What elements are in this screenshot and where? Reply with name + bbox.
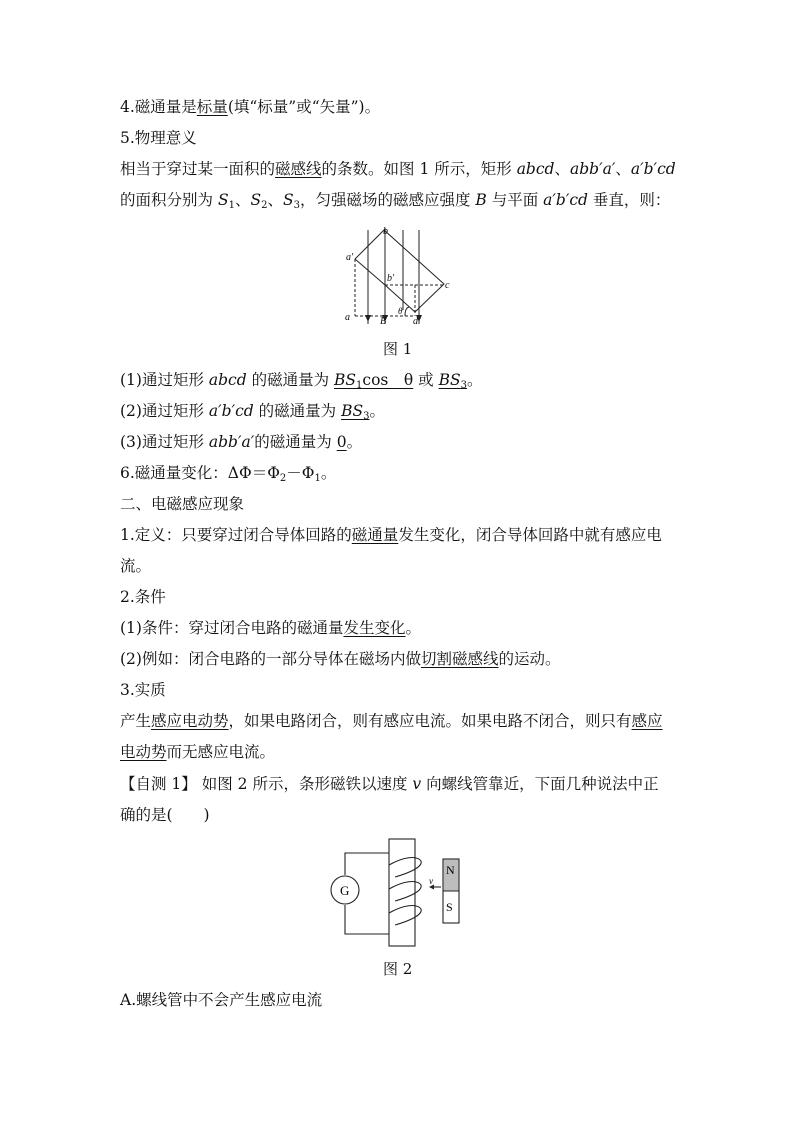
sep: 、 <box>615 160 631 178</box>
text: 产生 <box>120 712 152 730</box>
sub: 1 <box>314 473 321 484</box>
heading-essence: 3.实质 <box>120 681 166 699</box>
answer-blank <box>439 371 467 389</box>
self-test-tag: 【自测 1】 <box>120 775 197 793</box>
question-1 <box>120 369 483 397</box>
rect-label: abb′a′ <box>569 160 616 178</box>
sep: 、 <box>234 191 251 209</box>
text: 1.定义：只要穿过闭合导体回路的 <box>120 526 352 544</box>
rect-label: abcd <box>516 160 555 178</box>
text: 垂直，则： <box>587 191 671 209</box>
text: (2)通过矩形 <box>120 402 209 420</box>
rect-label: a′b′cd <box>630 160 676 178</box>
section-heading: 二、电磁感应现象 <box>120 495 245 513</box>
sub: 2 <box>261 200 268 211</box>
figure-1-caption: 图 1 <box>383 340 413 358</box>
sub: 1 <box>228 200 235 211</box>
label-a: a <box>345 312 350 323</box>
text: cos θ <box>362 371 414 389</box>
sym: S <box>282 191 294 209</box>
text: 向螺线管靠近，下面几种说法中正 <box>421 775 659 793</box>
answer-blank: 发生变化 <box>343 619 406 637</box>
text: ，如果电路闭合，则有感应电流。如果电路不闭合，则只有 <box>228 712 632 730</box>
text: 的磁通量为 <box>246 371 335 389</box>
sub: 3 <box>460 380 467 391</box>
text: (1)通过矩形 <box>120 371 209 389</box>
self-test-1-cont: 确的是( ) <box>120 806 210 824</box>
option-a: A.螺线管中不会产生感应电流 <box>120 991 323 1009</box>
self-test-1 <box>120 773 659 795</box>
text: 4.磁通量是 <box>120 98 197 116</box>
heading-physical-meaning: 5.物理意义 <box>120 129 197 147</box>
text: 或 <box>413 371 439 389</box>
answer-blank: 电动势 <box>120 743 167 761</box>
text: 。 <box>346 433 363 451</box>
paragraph-line <box>120 189 670 217</box>
answer-blank: 感应 <box>631 712 663 730</box>
text: 的条数。如图 1 所示，矩形 <box>321 160 517 178</box>
figure-1-diagram <box>335 222 455 332</box>
answer-blank: 磁通量 <box>351 526 399 544</box>
text: 而无感应电流。 <box>166 743 276 761</box>
rect-label: abcd <box>208 371 247 389</box>
answer-blank: 感应电动势 <box>151 712 229 730</box>
answer-blank <box>334 371 413 389</box>
answer-blank: 0 <box>336 433 347 451</box>
statement-scalar <box>120 96 380 118</box>
question-3 <box>120 431 362 453</box>
text: 。 <box>466 371 483 389</box>
text: 。 <box>320 464 337 482</box>
label-b: b <box>383 226 388 237</box>
label-theta: θ <box>398 306 403 316</box>
sym: S <box>217 191 229 209</box>
answer-blank: 切割磁感线 <box>420 650 499 668</box>
text: ，匀强磁场的磁感应强度 <box>299 191 476 209</box>
figure-2-caption: 图 2 <box>383 960 413 978</box>
rect-label: abb′a′ <box>208 433 255 451</box>
text: 的面积分别为 <box>120 191 218 209</box>
text: 。 <box>405 619 421 637</box>
heading-condition: 2.条件 <box>120 588 166 606</box>
label-b-prime: b′ <box>387 273 395 284</box>
sym: B <box>475 191 487 209</box>
rect-label: a′b′cd <box>208 402 254 420</box>
answer-blank <box>341 402 369 420</box>
condition-2 <box>120 648 561 670</box>
sep: 、 <box>554 160 570 178</box>
sub: 3 <box>363 411 370 422</box>
answer-blank: 标量 <box>196 98 228 116</box>
text: (填“标量”或“矢量”)。 <box>227 98 381 116</box>
text: 如图 2 所示，条形磁铁以速度 <box>196 775 413 793</box>
definition <box>120 524 662 546</box>
essence-1 <box>120 710 663 732</box>
text: (3)通过矩形 <box>120 433 209 451</box>
text: 与平面 <box>486 191 544 209</box>
sym: v <box>412 775 422 793</box>
question-2 <box>120 400 385 428</box>
magnet-north-label: N <box>446 863 455 877</box>
label-d: d <box>413 316 418 327</box>
text: －Φ <box>286 464 315 482</box>
answer-blank: 磁感线 <box>275 160 322 178</box>
sub: 2 <box>279 473 287 484</box>
definition-cont: 流。 <box>120 557 152 575</box>
label-B: B <box>380 316 387 327</box>
text: 相当于穿过某一面积的 <box>120 160 276 178</box>
label-c: c <box>445 280 450 291</box>
sym: S <box>250 191 262 209</box>
sub: 1 <box>356 380 363 391</box>
galvanometer-label: G <box>340 883 350 898</box>
figure-2-diagram <box>325 835 470 950</box>
label-a-prime: a′ <box>346 252 354 263</box>
sym: BS <box>334 371 357 389</box>
text: 的磁通量为 <box>253 402 342 420</box>
velocity-label: v <box>429 876 433 886</box>
text: 6.磁通量变化：ΔΦ＝Φ <box>120 464 280 482</box>
magnet-south-label: S <box>446 900 453 914</box>
paragraph-line <box>120 158 676 180</box>
text: 的磁通量为 <box>254 433 337 451</box>
sep: 、 <box>267 191 283 209</box>
condition-1 <box>120 617 421 639</box>
text: 。 <box>369 402 385 420</box>
flux-change <box>120 462 336 490</box>
text: 的运动。 <box>498 650 561 668</box>
text: 发生变化，闭合导体回路中就有感应电 <box>398 526 662 544</box>
rect-label: a′b′cd <box>543 191 588 209</box>
sym: BS <box>438 371 461 389</box>
sym: BS <box>341 402 364 420</box>
text: (2)例如：闭合电路的一部分导体在磁场内做 <box>120 650 421 668</box>
sub: 3 <box>293 200 300 211</box>
essence-2 <box>120 741 275 763</box>
text: (1)条件：穿过闭合电路的磁通量 <box>120 619 344 637</box>
